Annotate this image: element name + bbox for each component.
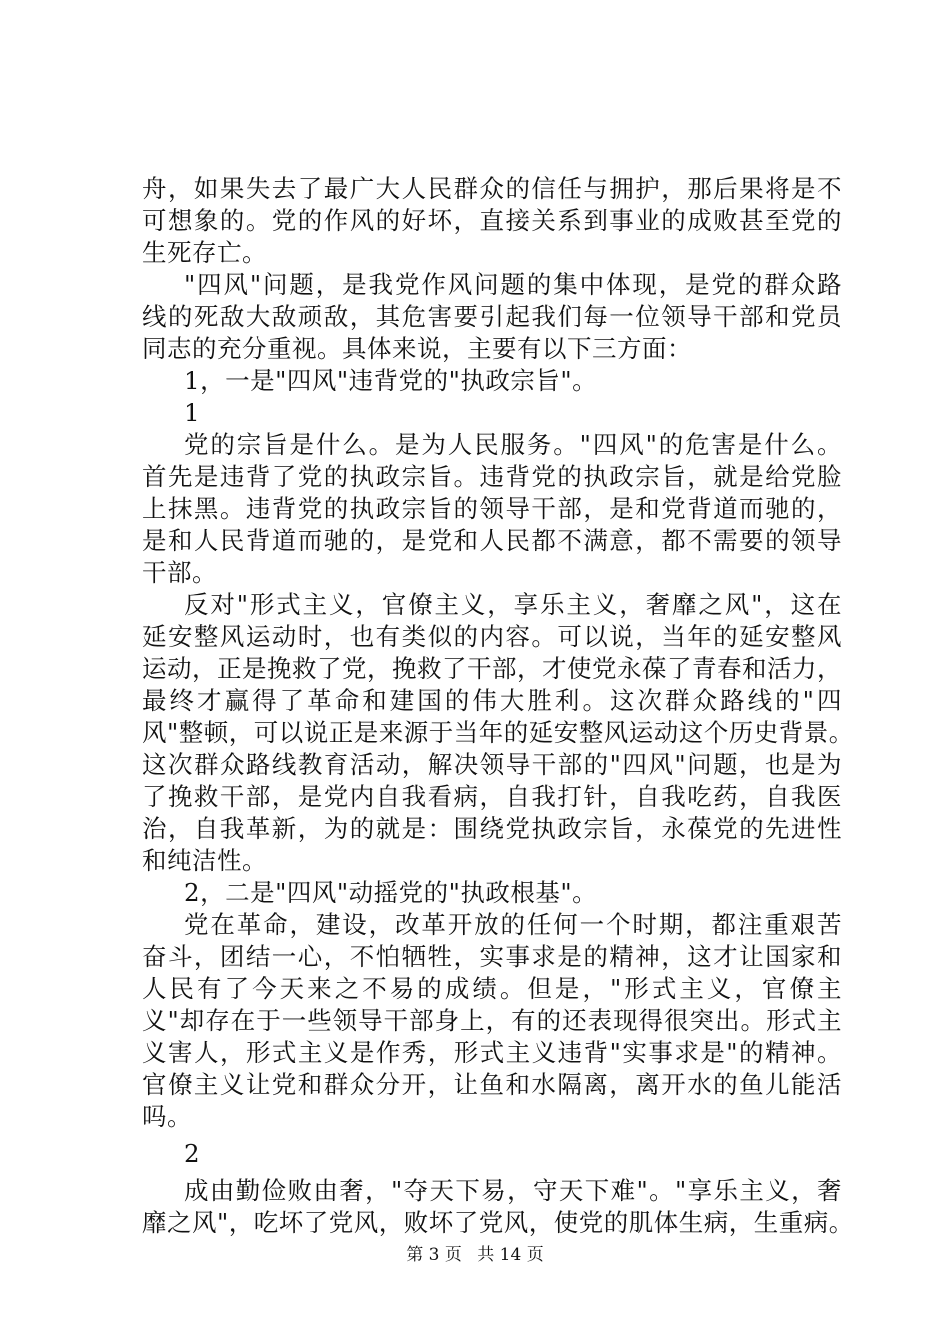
text-line: 舟，如果失去了最广大人民群众的信任与拥护，那后果将是不	[142, 174, 842, 203]
text-line: 奋斗，团结一心，不怕牺牲，实事求是的精神，这才让国家和	[142, 942, 842, 971]
text-line: 和纯洁性。	[142, 846, 267, 875]
text-line: 线的死敌大敌顽敌，其危害要引起我们每一位领导干部和党员	[142, 302, 842, 331]
page-footer	[0, 1244, 950, 1266]
text-line: 吗。	[142, 1102, 192, 1131]
text-line: 可想象的。党的作风的好坏，直接关系到事业的成败甚至党的	[142, 206, 842, 235]
text-line: 延安整风运动时，也有类似的内容。可以说，当年的延安整风	[142, 622, 842, 651]
text-line: 了挽救干部，是党内自我看病，自我打针，自我吃药，自我医	[142, 782, 842, 811]
text-line: 2，二是"四风"动摇党的"执政根基"。	[184, 878, 598, 907]
text-line: 反对"形式主义，官僚主义，享乐主义，奢靡之风"，这在	[184, 590, 842, 619]
text-line: 上抹黑。违背党的执政宗旨的领导干部，是和党背道而驰的，	[142, 494, 842, 523]
text-line: 1，一是"四风"违背党的"执政宗旨"。	[184, 366, 598, 395]
page-marker: 1	[184, 398, 201, 427]
text-line: 生死存亡。	[142, 238, 267, 267]
page-number: 第 3 页	[406, 1245, 462, 1265]
text-line: 同志的充分重视。具体来说，主要有以下三方面：	[142, 334, 692, 363]
text-line: 风"整顿，可以说正是来源于当年的延安整风运动这个历史背景。	[142, 718, 854, 747]
text-line: 靡之风"，吃坏了党风，败坏了党风，使党的肌体生病，生重病。	[142, 1208, 854, 1237]
text-line: 干部。	[142, 558, 217, 587]
text-line: 义害人，形式主义是作秀，形式主义违背"实事求是"的精神。	[142, 1038, 842, 1067]
text-line: 人民有了今天来之不易的成绩。但是，"形式主义，官僚主	[142, 974, 842, 1003]
text-line: 党的宗旨是什么。是为人民服务。"四风"的危害是什么。	[184, 430, 842, 459]
text-line: 治，自我革新，为的就是：围绕党执政宗旨，永葆党的先进性	[142, 814, 842, 843]
text-line: 党在革命，建设，改革开放的任何一个时期，都注重艰苦	[184, 910, 842, 939]
text-line: 是和人民背道而驰的，是党和人民都不满意，都不需要的领导	[142, 526, 842, 555]
text-line: 成由勤俭败由奢，"夺天下易，守天下难"。"享乐主义，奢	[184, 1176, 842, 1205]
page-total: 共 14 页	[477, 1245, 544, 1265]
text-line: 官僚主义让党和群众分开，让鱼和水隔离，离开水的鱼儿能活	[142, 1070, 842, 1099]
page-marker: 2	[184, 1139, 201, 1168]
text-line: "四风"问题，是我党作风问题的集中体现，是党的群众路	[184, 270, 842, 299]
text-line: 义"却存在于一些领导干部身上，有的还表现得很突出。形式主	[142, 1006, 842, 1035]
text-line: 首先是违背了党的执政宗旨。违背党的执政宗旨，就是给党脸	[142, 462, 842, 491]
document-body	[142, 173, 854, 1239]
text-line: 这次群众路线教育活动，解决领导干部的"四风"问题，也是为	[142, 750, 842, 779]
text-line: 最终才赢得了革命和建国的伟大胜利。这次群众路线的"四	[142, 686, 842, 715]
text-line: 运动，正是挽救了党，挽救了干部，才使党永葆了青春和活力，	[142, 654, 842, 683]
